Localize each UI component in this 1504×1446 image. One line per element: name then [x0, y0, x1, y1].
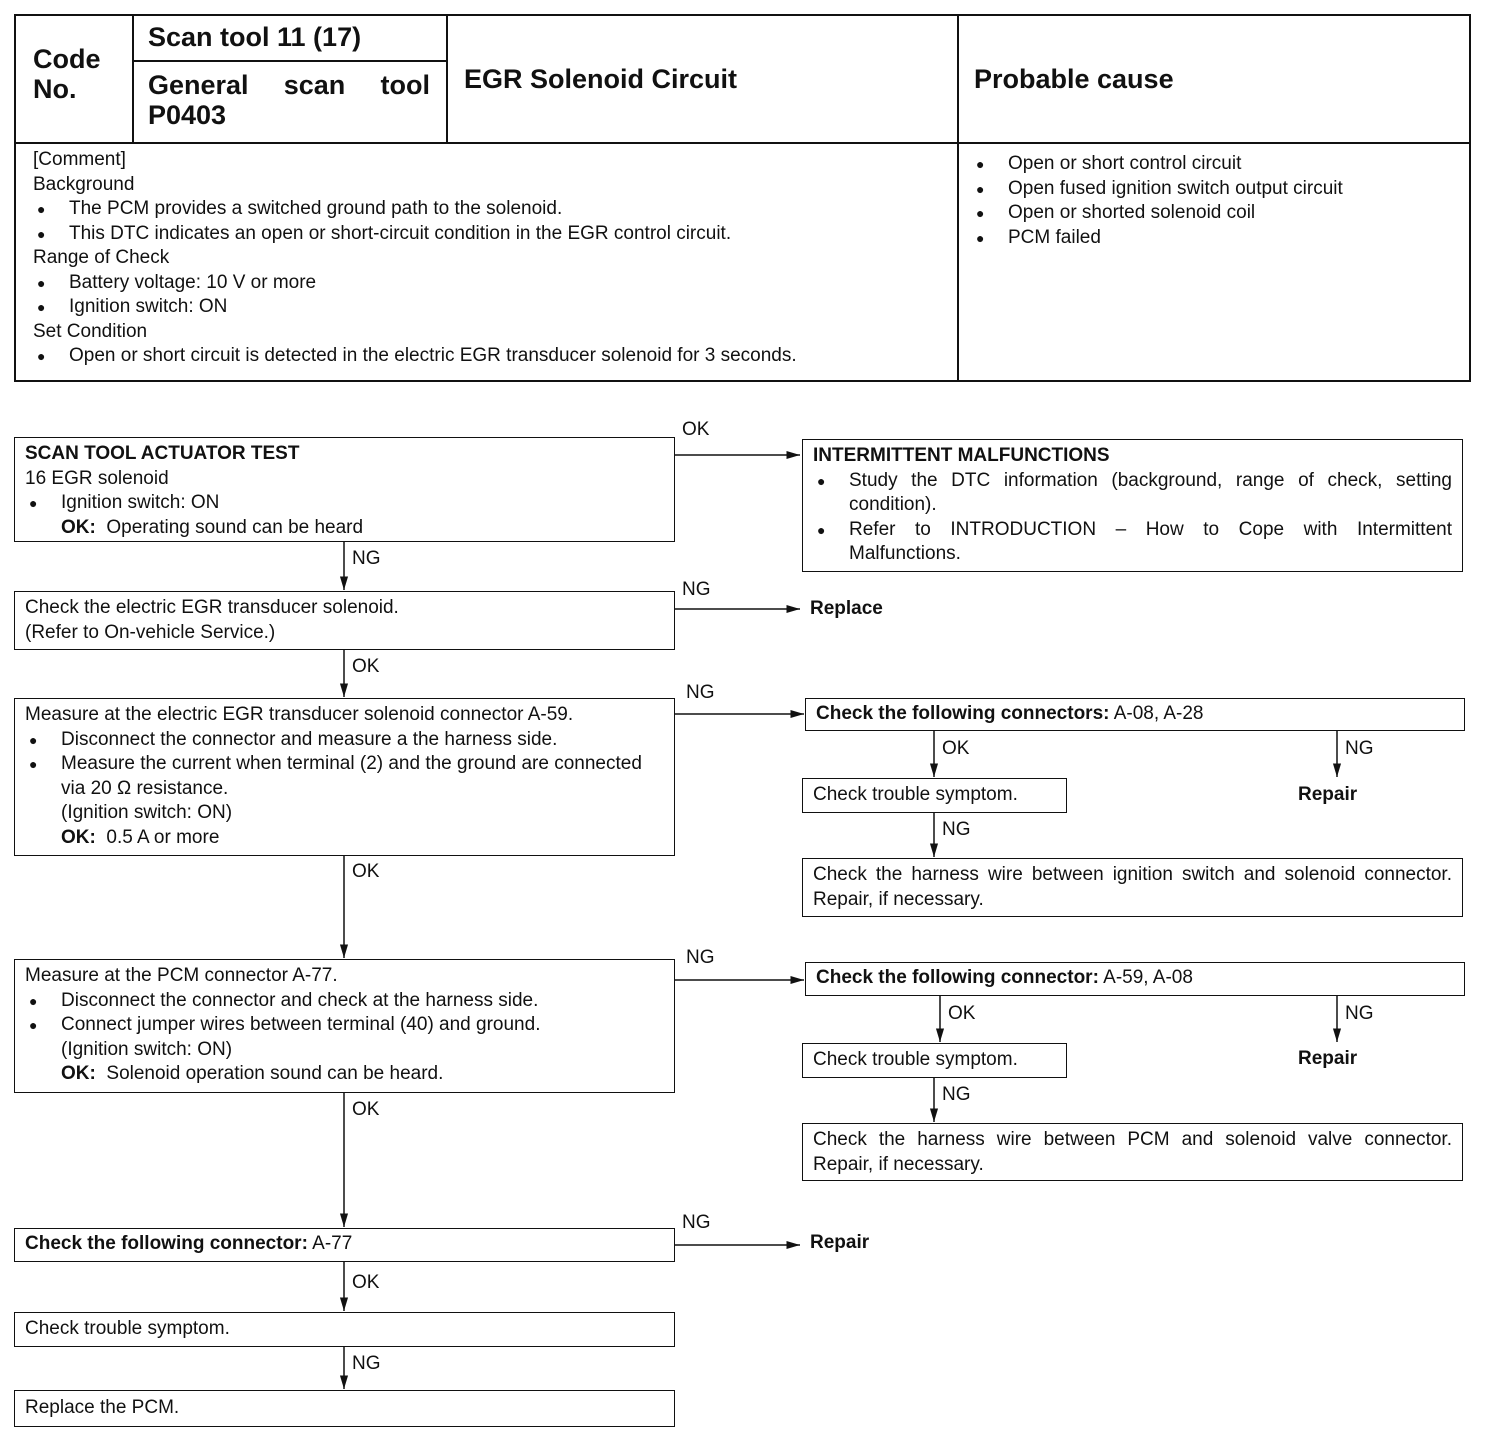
- step-line: Check trouble symptom.: [813, 784, 1018, 805]
- ok-text: Solenoid operation sound can be heard.: [106, 1063, 444, 1084]
- intermittent-malfunctions-box: [802, 439, 1463, 572]
- connector-ids: A-77: [312, 1233, 353, 1254]
- list-item: ● Disconnect the connector and check at the harness side.: [25, 989, 664, 1014]
- list-item: ● Study the DTC information (background, range of check, setting condition).: [813, 469, 1452, 518]
- list-item: ● Disconnect the connector and measure a the harness side.: [25, 728, 664, 753]
- repair-result: Repair: [810, 1232, 870, 1253]
- label-ok: OK: [682, 419, 710, 440]
- step-line: Replace the PCM.: [25, 1397, 180, 1418]
- repair-result: Repair: [1298, 784, 1358, 805]
- step-bullets: [25, 491, 664, 516]
- repair-result: Repair: [1298, 1048, 1358, 1069]
- label-ng: NG: [686, 682, 715, 703]
- step-measure-pcm-connector: [14, 959, 675, 1093]
- ok-text: Operating sound can be heard: [106, 516, 364, 538]
- step-bullets: [25, 989, 664, 1038]
- label-ok: OK: [948, 1003, 976, 1024]
- label-ng: NG: [352, 548, 381, 569]
- list-item: ● Open fused ignition switch output circuit: [972, 177, 1452, 202]
- step-actuator-test: [14, 437, 675, 542]
- check-label: Check the following connectors:: [816, 703, 1110, 724]
- step-line: Check trouble symptom.: [813, 1049, 1018, 1070]
- label-ng: NG: [942, 1084, 971, 1105]
- general-scan-tool-code: P0403: [148, 100, 227, 130]
- step-measure-solenoid-connector: [14, 698, 675, 856]
- ok-criterion: [25, 826, 664, 851]
- ok-label: OK:: [61, 826, 96, 848]
- step-line: Check the harness wire between ignition switch and solenoid connector. Repair, if necessary.: [813, 864, 1452, 910]
- step-bullets: [25, 728, 664, 802]
- list-item: ● Ignition switch: ON: [25, 491, 664, 516]
- general-scan-tool-text: General scan tool: [148, 70, 430, 100]
- comment-label: [Comment]: [33, 149, 126, 170]
- step-title: SCAN TOOL ACTUATOR TEST: [25, 443, 300, 464]
- background-heading: Background: [33, 173, 135, 195]
- step-check-solenoid: [14, 591, 675, 650]
- ok-label: OK:: [61, 516, 96, 538]
- page-title: EGR Solenoid Circuit: [464, 64, 738, 94]
- check-connector-a77: [14, 1228, 675, 1262]
- list-item: ● Refer to INTRODUCTION – How to Cope with Intermittent Malfunctions.: [813, 518, 1452, 567]
- check-trouble-symptom: [802, 1043, 1067, 1078]
- check-trouble-symptom: [802, 778, 1067, 813]
- label-ng: NG: [1345, 1003, 1374, 1024]
- connector-ids: A-08, A-28: [1113, 703, 1204, 724]
- check-harness-ignition: [802, 858, 1463, 917]
- list-item: ● Connect jumper wires between terminal (40) and ground.: [25, 1013, 664, 1038]
- ok-label: OK:: [61, 1063, 96, 1084]
- step-line: 16 EGR solenoid: [25, 467, 169, 489]
- set-condition-heading: Set Condition: [33, 320, 148, 342]
- step-note: (Ignition switch: ON): [61, 1038, 233, 1060]
- list-item: ● This DTC indicates an open or short-circuit condition in the EGR control circuit.: [33, 222, 953, 247]
- label-ng: NG: [682, 1212, 711, 1233]
- check-connectors-a59-a08: [805, 962, 1465, 996]
- check-connectors-a08-a28: [805, 698, 1465, 731]
- step-line: Check trouble symptom.: [25, 1318, 230, 1339]
- replace-result: Replace: [810, 598, 883, 619]
- replace-pcm: [14, 1390, 675, 1427]
- connector-ids: A-59, A-08: [1103, 967, 1193, 988]
- label-ng: NG: [1345, 738, 1374, 759]
- ok-text: 0.5 A or more: [106, 826, 220, 848]
- step-line: (Refer to On-vehicle Service.): [25, 621, 276, 643]
- label-ok: OK: [352, 656, 380, 677]
- box-title: INTERMITTENT MALFUNCTIONS: [813, 445, 1110, 466]
- step-line: Measure at the electric EGR transducer solenoid connector A-59.: [25, 704, 574, 725]
- step-line: Measure at the PCM connector A-77.: [25, 965, 338, 986]
- step-note: (Ignition switch: ON): [61, 802, 233, 823]
- label-ok: OK: [352, 861, 380, 882]
- check-label: Check the following connector:: [816, 967, 1099, 988]
- list-item: ● Open or short circuit is detected in the electric EGR transducer solenoid for 3 seconds.: [33, 344, 953, 369]
- label-ok: OK: [352, 1272, 380, 1293]
- label-ng: NG: [686, 947, 715, 968]
- ok-criterion: [25, 1062, 664, 1087]
- check-harness-pcm: [802, 1123, 1463, 1181]
- probable-cause-heading: Probable cause: [974, 64, 1174, 94]
- label-ng: NG: [352, 1353, 381, 1374]
- check-trouble-symptom: [14, 1312, 675, 1347]
- step-line: Check the electric EGR transducer solenoid.: [25, 597, 399, 618]
- list-item: ● The PCM provides a switched ground path to the solenoid.: [33, 197, 953, 222]
- list-item: ● Open or shorted solenoid coil: [972, 201, 1452, 226]
- list-item: ● Battery voltage: 10 V or more: [33, 271, 953, 296]
- label-ng: NG: [682, 579, 711, 600]
- check-label: Check the following connector:: [25, 1233, 308, 1254]
- list-item: ● Ignition switch: ON: [33, 295, 953, 320]
- label-ok: OK: [942, 738, 970, 759]
- step-line: Check the harness wire between PCM and solenoid valve connector. Repair, if necessary.: [813, 1129, 1452, 1175]
- label-ok: OK: [352, 1099, 380, 1120]
- intermittent-list: [813, 469, 1452, 567]
- list-item: ● PCM failed: [972, 226, 1452, 251]
- scan-tool-code: Scan tool 11 (17): [148, 22, 362, 52]
- ok-criterion: [25, 516, 664, 541]
- label-ng: NG: [942, 819, 971, 840]
- code-no-label: Code No.: [33, 44, 101, 104]
- range-heading: Range of Check: [33, 247, 170, 268]
- list-item: ● Measure the current when terminal (2) and the ground are connected via 20 Ω resistance.: [25, 752, 664, 801]
- list-item: ● Open or short control circuit: [972, 152, 1452, 177]
